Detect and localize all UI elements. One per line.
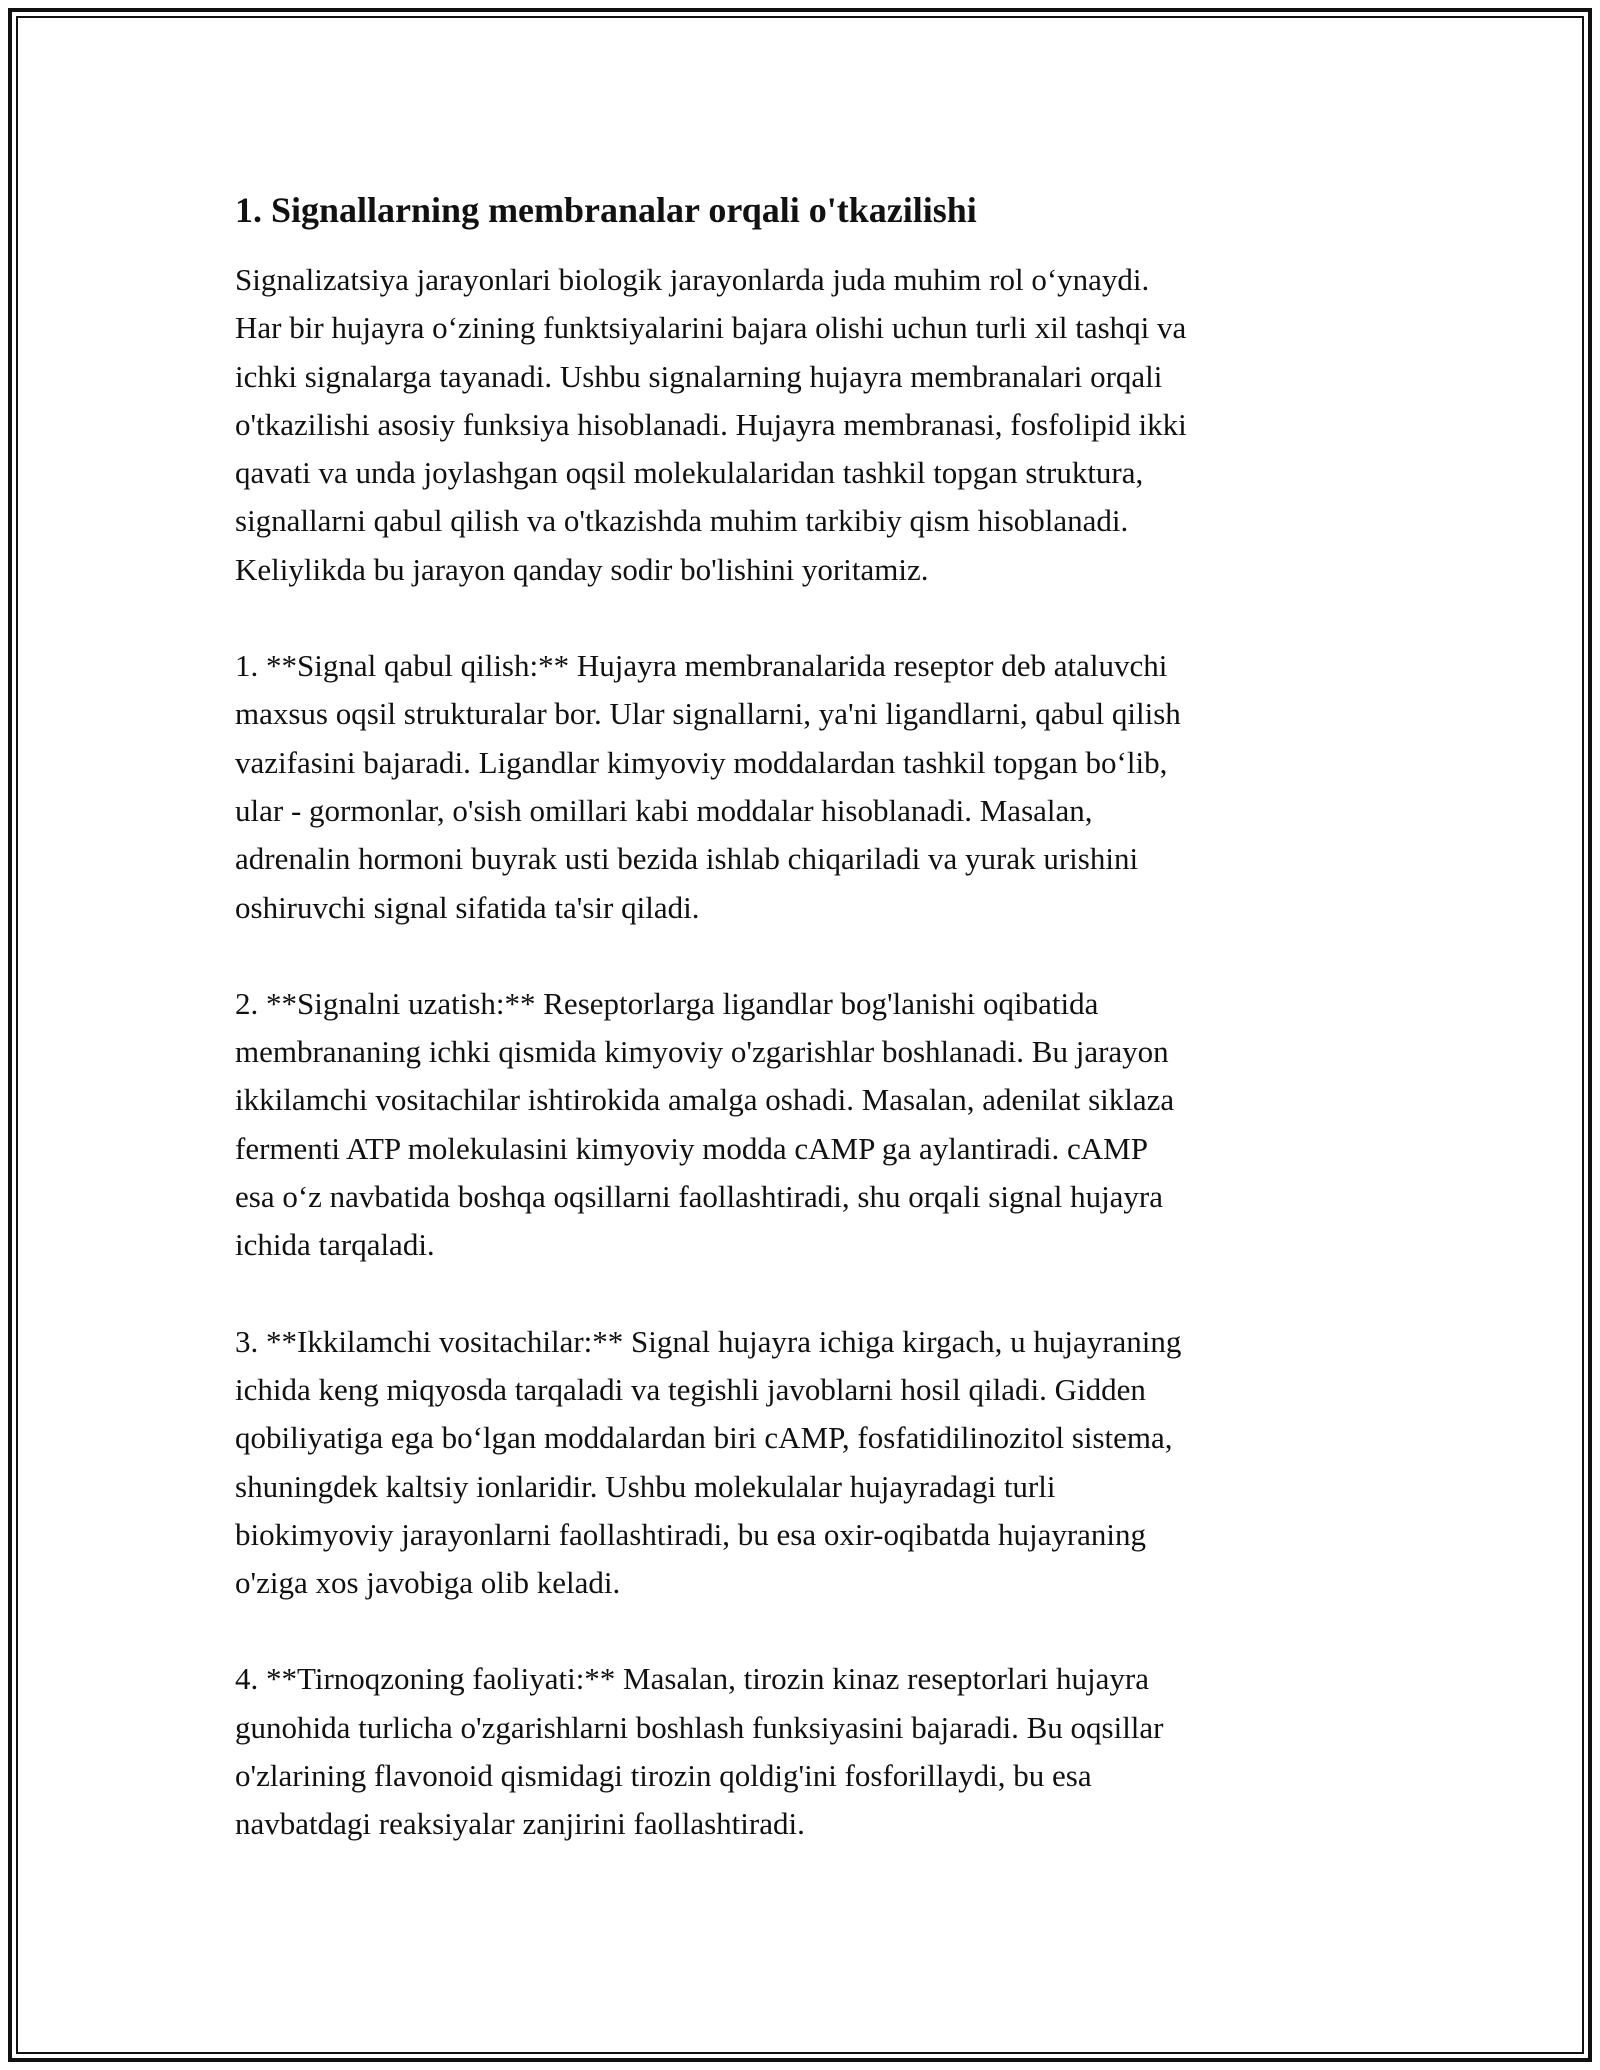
intro-paragraph: Signalizatsiya jarayonlari biologik jarayonlarda juda muhim rol o‘ynaydi. Har bir hujayra o‘zining funktsiyalarini bajara olishi uchun turli xil tashqi va ichki signalarga tayanadi. Ushbu signalarning hujayra membranalari orqali o'tkazilishi asosiy funksiya hisoblanadi. Hujayra membranasi, fosfolipid ikki qavati va unda joylashgan oqsil molekulalaridan tashkil topgan struktura, signallarni qabul qilish va o'tkazishda muhim tarkibiy qism hisoblanadi. Keliylikda bu jarayon qanday sodir bo'lishini yoritamiz. — [235, 262, 1187, 587]
paragraph-second-messengers: 3. **Ikkilamchi vositachilar:** Signal hujayra ichiga kirgach, u hujayraning ichida keng miqyosda tarqaladi va tegishli javoblarni hosil qiladi. Gidden qobiliyatiga ega bo‘lgan moddalardan biri cAMP, fosfatidilinozitol sistema, shuningdek kaltsiy ionlaridir. Ushbu molekulalar hujayradagi turli biokimyoviy jarayonlarni faollashtiradi, bu esa oxir-oqibatda hujayraning o'ziga xos javobiga olib keladi. — [235, 1323, 1182, 1601]
paragraph-signal-transmission: 2. **Signalni uzatish:** Reseptorlarga ligandlar bog'lanishi oqibatida membrananing ichki qismida kimyoviy o'zgarishlar boshlanadi. Bu jarayon ikkilamchi vositachilar ishtirokida amalga oshadi. Masalan, adenilat siklaza fermenti ATP molekulasini kimyoviy modda cAMP ga aylantiradi. cAMP esa o‘z navbatida boshqa oqsillarni faollashtiradi, shu orqali signal hujayra ichida tarqaladi. — [235, 985, 1175, 1263]
section-heading: 1. Signallarning membranalar orqali o'tkazilishi — [235, 190, 977, 230]
paragraph-signal-reception: 1. **Signal qabul qilish:** Hujayra membranalarida reseptor deb ataluvchi maxsus oqsil strukturalar bor. Ular signallarni, ya'ni ligandlarni, qabul qilish vazifasini bajaradi. Ligandlar kimyoviy moddalardan tashkil topgan bo‘lib, ular - gormonlar, o'sish omillari kabi moddalar hisoblanadi. Masalan, adrenalin hormoni buyrak usti bezida ishlab chiqariladi va yurak urishini oshiruvchi signal sifatida ta'sir qiladi. — [235, 648, 1181, 925]
document-body — [235, 186, 1375, 1897]
paragraph-kinase-activity: 4. **Tirnoqzoning faoliyati:** Masalan, tirozin kinaz reseptorlari hujayra gunohida turlicha o'zgarishlarni boshlash funksiyasini bajaradi. Bu oqsillar o'zlarining flavonoid qismidagi tirozin qoldig'ini fosforillaydi, bu esa navbatdagi reaksiyalar zanjirini faollashtiradi. — [235, 1661, 1164, 1842]
